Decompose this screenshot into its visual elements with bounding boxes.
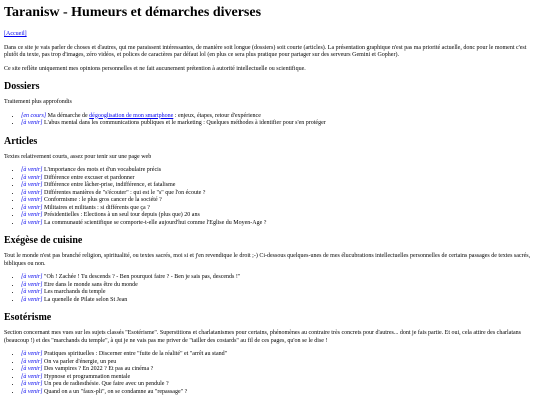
list-item	[21, 190, 536, 198]
list-item	[21, 197, 536, 205]
status-tag: [à venir]	[21, 189, 43, 196]
item-text: Les marchands du temple	[42, 289, 106, 295]
list-item	[21, 274, 536, 282]
disclaimer-paragraph: Ce site reflète uniquement mes opinions personnelles et ne fait aucunement prétention à autorité intellectuelle ou scientifique.	[4, 65, 306, 72]
articles-list	[4, 167, 536, 227]
list-item	[21, 374, 536, 382]
item-text: Des vampires ? En 2022 ? Et pas au cinéma ?	[42, 366, 154, 372]
section-heading-exegese: Exégèse de cuisine	[4, 235, 83, 246]
list-item	[21, 113, 536, 121]
status-tag: [à venir]	[21, 167, 43, 173]
list-item	[21, 212, 536, 220]
list-item	[21, 182, 536, 190]
status-tag: [à venir]	[21, 212, 43, 218]
dossiers-list	[4, 113, 536, 128]
item-text: Etre dans le monde sans être du monde	[42, 281, 138, 288]
status-tag: [à venir]	[21, 366, 43, 372]
list-item	[21, 282, 536, 290]
item-text: Différentes manières de "s'écouter" : qui est le "s" que l'on écoute ?	[42, 189, 206, 196]
exegese-list	[4, 274, 536, 304]
dossier-link[interactable]: dégooglisation de mon smartphone	[89, 112, 174, 119]
list-item	[21, 167, 536, 175]
home-link[interactable]: [Accueil]	[4, 31, 27, 37]
item-text: L'importance des mots et d'un vocabulaire précis	[42, 167, 162, 173]
item-text: On va parler d'énergie, un peu	[42, 358, 117, 365]
status-tag: [à venir]	[21, 381, 43, 387]
section-heading-esoterisme: Esotérisme	[4, 312, 52, 323]
status-tag: [à venir]	[21, 289, 43, 295]
esoterisme-list	[4, 351, 536, 396]
section-desc-esoterisme: Section concernant mes vues sur les sujets classés "Esotérisme". Superstitions et charlatanismes pour certains, phénomènes au contraire très concrets pour d'autres... dont je fais partie. Et oui, cela attire des charlatans (beaucoup !) et des "marchands du temple", à qui je ne vais pas me priver de "tailler des costards" au fil de ces pages, qu'on se le dise !	[4, 330, 521, 344]
item-text: Militaires et militants : si différents que ça ?	[42, 204, 150, 211]
item-text: Hypnose et programmation mentale	[42, 373, 131, 380]
item-text: : enjeux, étapes, retour d'expérience	[173, 112, 261, 119]
status-tag: [à venir]	[21, 274, 43, 280]
list-item	[21, 381, 536, 389]
status-tag: [à venir]	[21, 358, 43, 365]
list-item	[21, 120, 536, 128]
section-desc-exegese: Tout le monde n'est pas branché religion, spiritualité, ou textes sacrés, moi si et j'en revendique le droit ;-) Ci-dessous quelques-unes de mes élucubrations intellectuelles personnelles de certains passages de textes sacrés, bibliques ou non.	[4, 253, 531, 267]
section-heading-dossiers: Dossiers	[4, 81, 40, 92]
intro-paragraph: Dans ce site je vais parler de choses et d'autres, qui me paraissent intéressantes, de manière soit longue (dossiers) soit courte (articles). La présentation graphique n'est pas ma priorité actuelle, donc pour le moment c'est plutôt du texte, pas trop d'images, zéro vidéos, et polices de caractères par défaut lol (en plus ce sera plus pratique pour partager sur des serveurs Gemini et Gopher).	[4, 44, 527, 58]
list-item	[21, 351, 536, 359]
item-text: Différence entre excuser et pardonner	[42, 174, 135, 181]
item-text: Un peu de radiesthésie. Que faire avec un pendule ?	[42, 381, 169, 387]
status-tag: [à venir]	[21, 174, 43, 181]
item-text: "Oh ! Zachée ! Tu descends ? - Ben pourquoi faire ? - Ben je sais pas, descends !"	[42, 274, 241, 280]
item-text: Différence entre lâcher-prise, indifférence, et fatalisme	[42, 182, 176, 188]
list-item	[21, 366, 536, 374]
list-item	[21, 175, 536, 183]
status-tag: [à venir]	[21, 197, 43, 203]
item-text: Conformisme : le plus gros cancer de la société ?	[42, 197, 162, 203]
item-text: Quand on a un "faux-pli", on se condamne au "repassage" ?	[42, 388, 188, 395]
list-item	[21, 297, 536, 305]
page-title: Taranisw - Humeurs et démarches diverses	[4, 5, 262, 20]
status-tag: [à venir]	[21, 204, 43, 211]
status-tag: [en cours]	[21, 112, 47, 119]
nav-links	[4, 31, 536, 39]
list-item	[21, 389, 536, 397]
section-desc-dossiers: Traitement plus approfondis	[4, 99, 72, 105]
item-text: Pratiques spirituelles : Discerner entre "fuite de la réalité" et "arrêt au stand"	[42, 351, 228, 357]
section-desc-articles: Textes relativement courts, assez pour tenir sur une page web	[4, 153, 152, 160]
section-heading-articles: Articles	[4, 135, 38, 147]
list-item	[21, 359, 536, 367]
status-tag: [à venir]	[21, 296, 43, 303]
list-item	[21, 205, 536, 213]
status-tag: [à venir]	[21, 388, 43, 395]
item-text: La communauté scientifique se comporte-t-elle aujourd'hui comme l'Eglise du Moyen-Age ?	[42, 219, 267, 226]
status-tag: [à venir]	[21, 351, 43, 357]
status-tag: [à venir]	[21, 120, 43, 126]
status-tag: [à venir]	[21, 281, 43, 288]
status-tag: [à venir]	[21, 219, 43, 226]
list-item	[21, 289, 536, 297]
item-text: Ma démarche de	[46, 112, 90, 119]
status-tag: [à venir]	[21, 182, 43, 188]
list-item	[21, 220, 536, 228]
status-tag: [à venir]	[21, 373, 43, 380]
item-text: Présidentielles : Elections à un seul tour depuis (plus que) 20 ans	[42, 212, 200, 218]
item-text: L'abus mental dans les communications publiques et le marketing : Quelques méthodes à identifier pour s'en protéger	[42, 120, 326, 126]
item-text: La quenelle de Pilate selon St Jean	[42, 296, 128, 303]
